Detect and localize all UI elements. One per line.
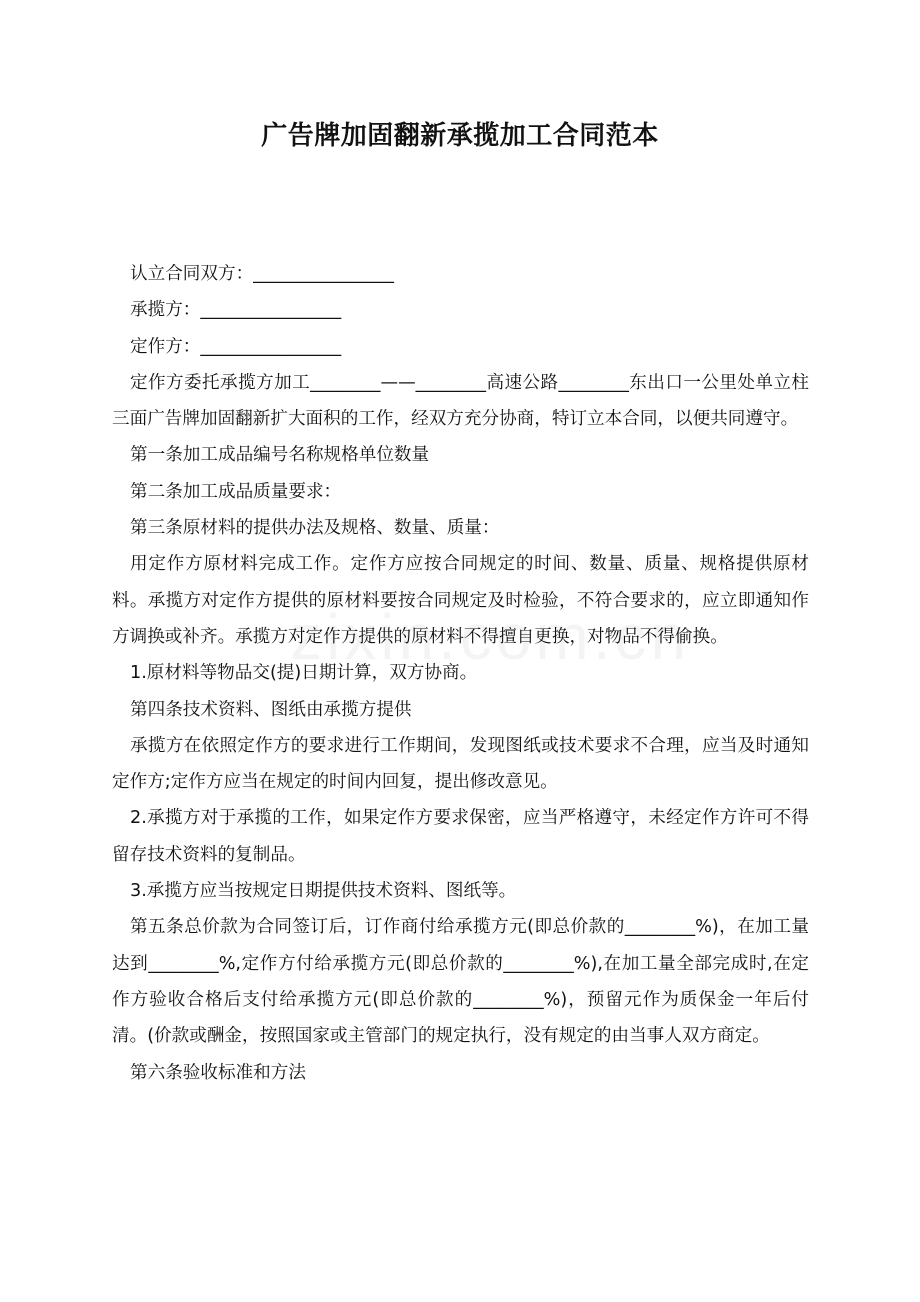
technical-clause-2: 2.承揽方对于承揽的工作，如果定作方要求保密，应当严格遵守，未经定作方许可不得留存技术资料的复制品。 — [112, 808, 809, 865]
document-title: 广告牌加固翻新承揽加工合同范本 — [261, 121, 659, 151]
article-4-heading: 第四条技术资料、图纸由承揽方提供 — [130, 699, 412, 720]
article-3-heading: 第三条原材料的提供办法及规格、数量、质量： — [130, 518, 500, 539]
contractor-line: 承揽方：________________ — [130, 300, 342, 321]
materials-clause-1: 1.原材料等物品交(提)日期计算，双方协商。 — [130, 663, 478, 684]
client-line: 定作方：________________ — [130, 336, 342, 357]
article-6-heading: 第六条验收标准和方法 — [130, 1062, 306, 1083]
technical-clause-3: 3.承揽方应当按规定日期提供技术资料、图纸等。 — [130, 881, 517, 902]
document-body — [112, 256, 809, 1091]
article-5-payment-paragraph: 第五条总价款为合同签订后，订作商付给承揽方元(即总价款的________%)，在加工量达到________%,定作方付给承揽方元(即总价款的________%),在加工量全部完成时,在定作方验收合格后支付给承揽方元(即总价款的________%)，预留元作为质保金一年后付清。(价款或酬金，按照国家或主管部门的规定执行，没有规定的由当事人双方商定。 — [112, 917, 809, 1047]
article-1-heading: 第一条加工成品编号名称规格单位数量 — [130, 445, 430, 466]
preamble-paragraph: 定作方委托承揽方加工________——________高速公路________东出口一公里处单立柱三面广告牌加固翻新扩大面积的工作，经双方充分协商，特订立本合同，以便共同遵守。 — [112, 372, 809, 430]
technical-paragraph: 承揽方在依照定作方的要求进行工作期间，发现图纸或技术要求不合理，应当及时通知定作方;定作方应当在规定的时间内回复，提出修改意见。 — [112, 735, 809, 793]
contract-parties-line: 认立合同双方：________________ — [130, 264, 394, 284]
materials-paragraph: 用定作方原材料完成工作。定作方应按合同规定的时间、数量、质量、规格提供原材料。承揽方对定作方提供的原材料要按合同规定及时检验，不符合要求的，应立即通知作方调换或补齐。承揽方对定作方提供的原材料不得擅自更换，对物品不得偷换。 — [112, 554, 809, 647]
article-2-heading: 第二条加工成品质量要求： — [130, 481, 342, 502]
